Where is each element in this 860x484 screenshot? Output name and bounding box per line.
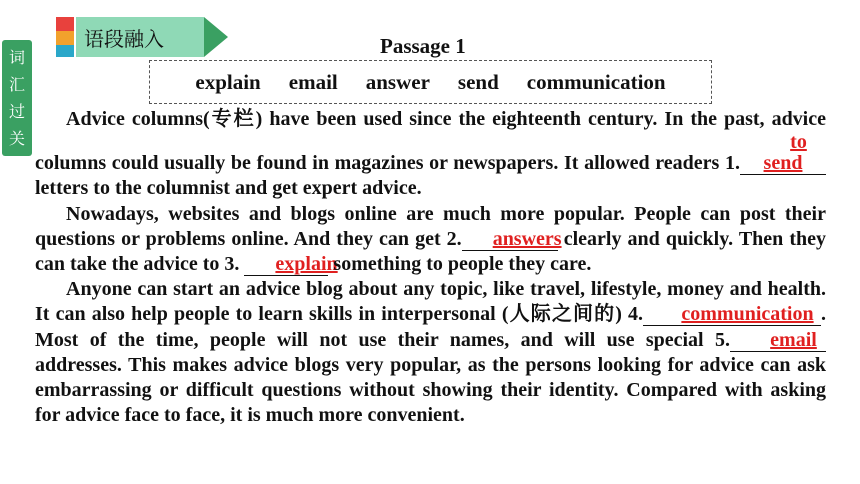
paragraph-1 — [35, 107, 826, 202]
word-bank-item: communication — [526, 69, 666, 94]
blank-1 — [740, 132, 826, 175]
section-tag — [56, 17, 228, 57]
answer-2: answers — [492, 227, 562, 250]
paragraph-text: addresses. This makes advice blogs very popular, as the persons looking for advice can ask embarrassing or difficult questions without showing their identity. Compared with asking for advice face to face, it is much more convenient. — [35, 353, 826, 427]
side-tab-char-4: 关 — [8, 128, 25, 148]
word-bank — [149, 60, 712, 104]
paragraph-text: Advice columns(专栏) have been used since the eighteenth century. In the past, advice columns could usually be found in magazines or newspapers. It allowed readers 1. — [35, 108, 826, 175]
answer-1: to send — [763, 131, 807, 175]
word-bank-item: answer — [365, 69, 430, 94]
word-bank-item: email — [288, 69, 338, 94]
paragraph-text: . Most of the time, people will not use their names, and will use special 5. — [35, 303, 826, 351]
word-bank-item: send — [457, 69, 499, 94]
paragraph-text: clearly and quickly. Then they can take the advice to 3. — [35, 227, 826, 276]
passage-title: Passage 1 — [380, 34, 466, 58]
side-tab-char-1: 词 — [8, 47, 25, 67]
blue-square-decoration — [56, 45, 74, 57]
blank-3 — [244, 253, 338, 276]
answer-3: explain — [275, 253, 338, 276]
blank-5 — [730, 330, 826, 352]
vocabulary-side-tab — [2, 40, 32, 156]
blank-4 — [643, 304, 821, 326]
answer-5: email — [770, 328, 817, 351]
orange-square-decoration — [56, 31, 74, 45]
section-tag-label: 语段融入 — [76, 17, 204, 57]
side-tab-char-2: 汇 — [8, 74, 25, 94]
paragraph-text: Nowadays, websites and blogs online are much more popular. People can post their questions or problems online. And they can get 2. — [35, 202, 826, 250]
passage-text — [35, 107, 826, 428]
blank-2 — [462, 227, 562, 251]
paragraph-text: something to people they care. — [328, 253, 592, 276]
arrow-right-icon — [204, 17, 228, 57]
paragraph-2 — [35, 202, 826, 278]
word-bank-item: explain — [195, 69, 261, 94]
paragraph-text: letters to the columnist and get expert advice. — [35, 177, 422, 200]
side-tab-char-3: 过 — [8, 101, 25, 121]
paragraph-3 — [35, 277, 826, 428]
paragraph-text: Anyone can start an advice blog about any topic, like travel, lifestyle, money and health. It can also help people to learn skills in interpersonal (人际之间的) 4. — [35, 278, 826, 326]
answer-4: communication — [681, 303, 814, 326]
red-square-decoration — [56, 17, 74, 31]
